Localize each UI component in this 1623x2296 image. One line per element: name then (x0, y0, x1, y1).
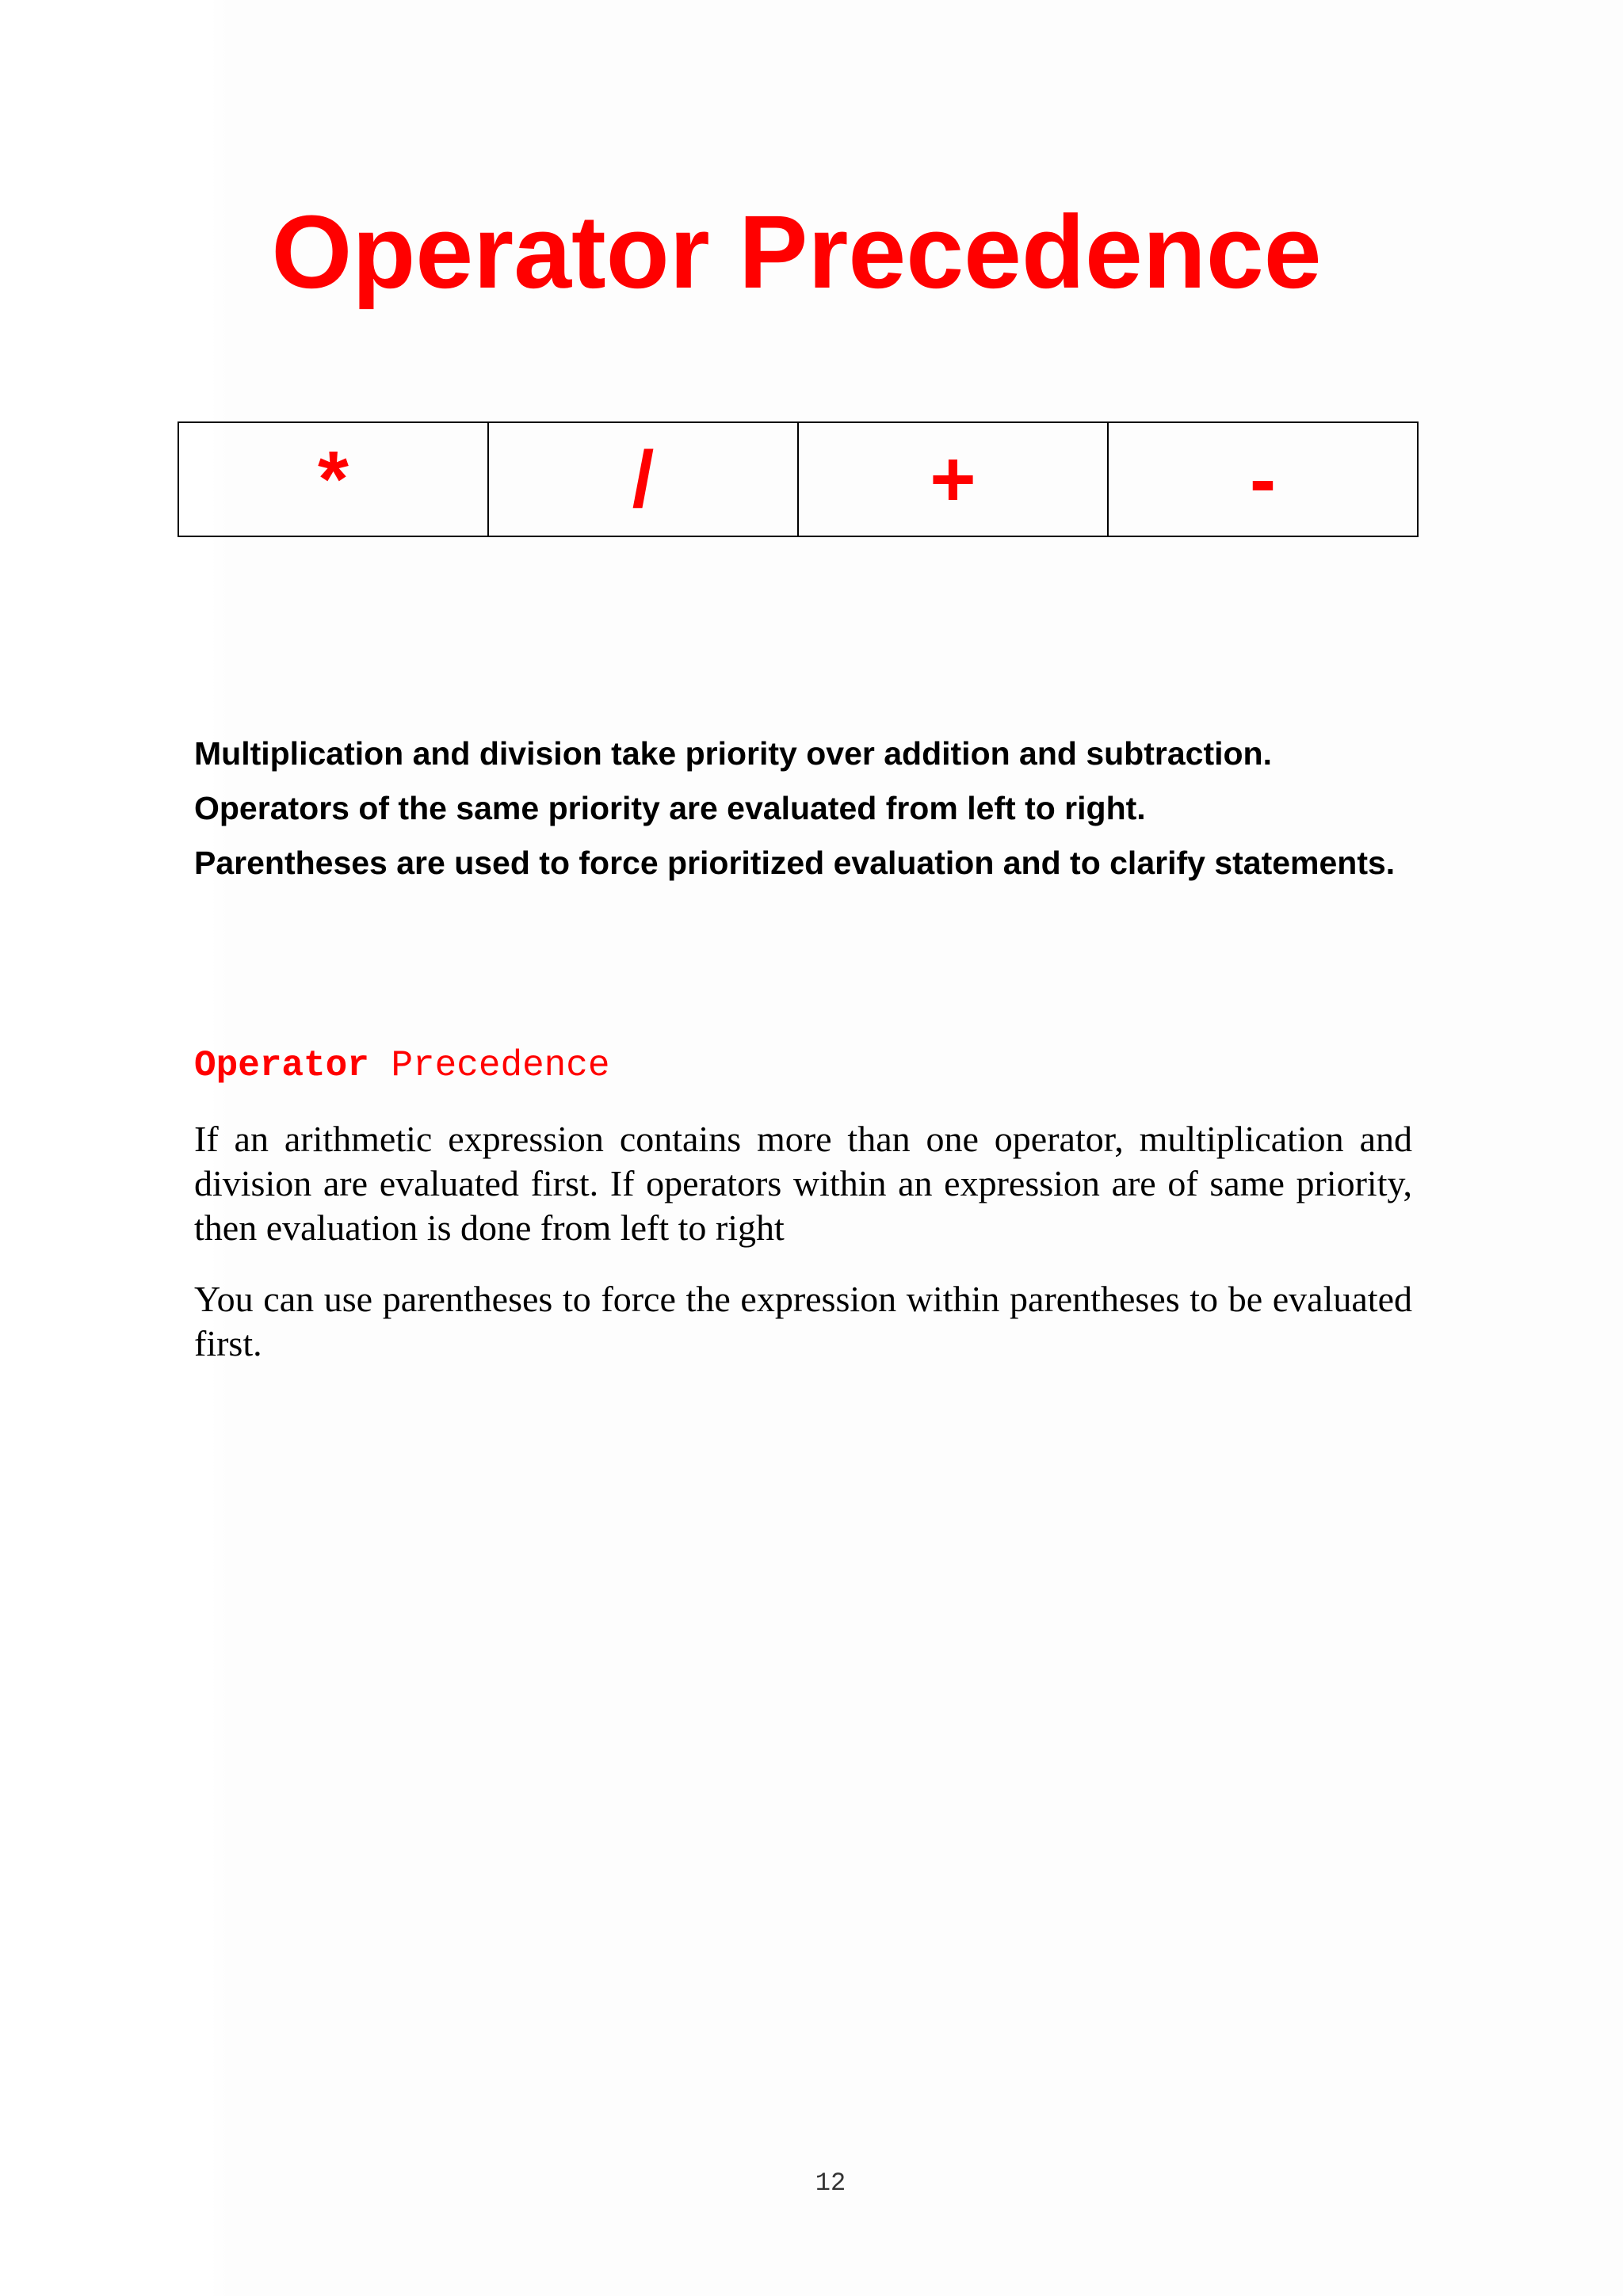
rule-item: Parentheses are used to force prioritized evaluation and to clarify statements. (194, 845, 1396, 881)
section-heading-bold: Operator (194, 1045, 369, 1086)
body-paragraph: If an arithmetic expression contains more than one operator, multiplication and division are evaluated first. If operators within an expression are of same priority, then evaluation is done from left to right (194, 1119, 1412, 1248)
operator-row (178, 422, 1418, 536)
page-title: Operator Precedence (271, 193, 1322, 310)
operator-add: + (798, 422, 1108, 536)
rule-item: Operators of the same priority are evaluated from left to right. (194, 790, 1146, 826)
operator-multiply: * (178, 422, 488, 536)
page-number: 12 (815, 2168, 846, 2198)
operator-subtract: - (1108, 422, 1418, 536)
section-heading-normal: Precedence (391, 1045, 610, 1086)
operator-divide: / (488, 422, 798, 536)
section-heading (194, 1043, 610, 1088)
section-body (194, 1117, 1412, 1393)
precedence-rules (194, 734, 1412, 898)
body-paragraph: You can use parentheses to force the expression within parentheses to be evaluated first. (194, 1279, 1412, 1363)
rule-item: Multiplication and division take priority over addition and subtraction. (194, 735, 1272, 772)
operator-table (178, 421, 1419, 537)
